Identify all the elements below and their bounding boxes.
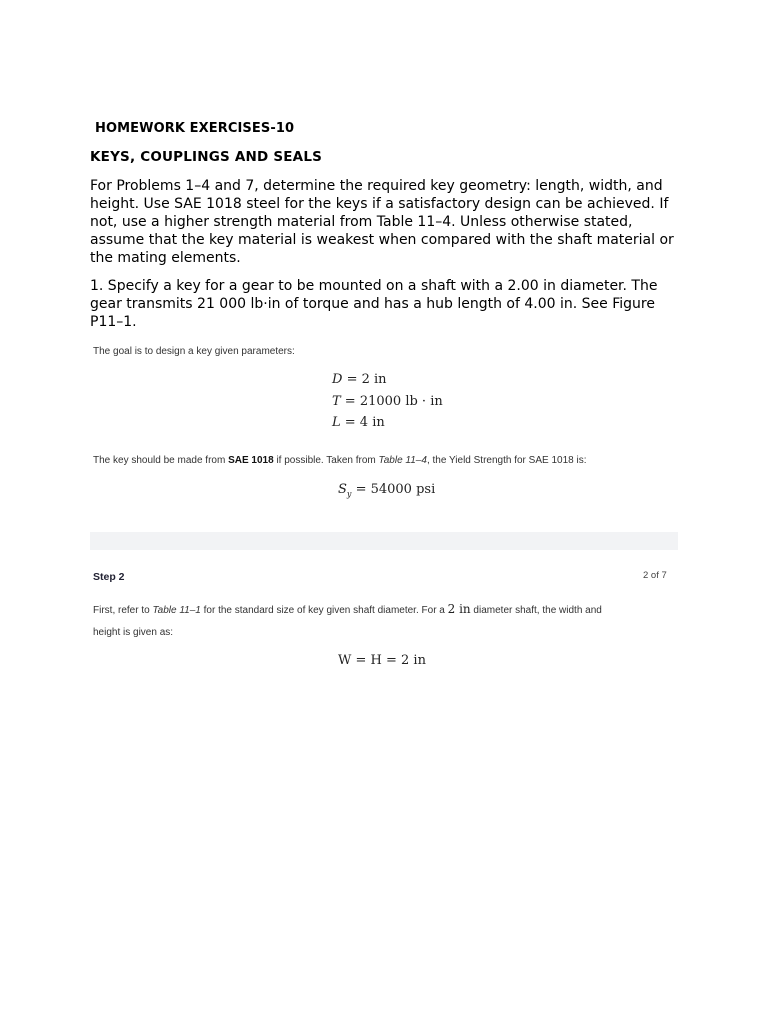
goal-text: The goal is to design a key given parameters: (93, 346, 295, 357)
table-ref-2: Table 11–1 (152, 605, 201, 616)
val-t: = 21000 lb · in (340, 394, 443, 409)
step-text-line2: height is given as: (93, 627, 174, 638)
intro-paragraph: For Problems 1–4 and 7, determine the required key geometry: length, width, and height. Use SAE 1018 steel for the keys if a satisfactory design can be achieved. If not, use a higher strength material from Table 11–4. Unless otherwise stated, assume that the key material is weakest when compared with the shaft material or the mating elements. (90, 178, 674, 266)
width-height-equation: W = H = 2 in (338, 653, 426, 668)
material-name: SAE 1018 (228, 455, 274, 466)
equation-d (332, 372, 387, 387)
step-label: Step 2 (93, 571, 125, 583)
val-l: = 4 in (340, 415, 385, 430)
table-ref: Table 11–4 (378, 455, 427, 466)
var-d: D (332, 372, 343, 387)
section-divider (90, 532, 678, 550)
key-material-text: The key should be made from SAE 1018 if possible. Taken from Table 11–4, the Yield Strength for SAE 1018 is: (93, 455, 587, 466)
step-text: First, refer to Table 11–1 for the standard size of key given shaft diameter. For a 2 in diameter shaft, the width and (93, 602, 602, 616)
page-indicator: 2 of 7 (643, 570, 667, 581)
val-d: = 2 in (342, 372, 387, 387)
var-l: L (332, 415, 341, 430)
document-title: HOMEWORK EXERCISES-10 (95, 121, 295, 136)
given-equations (0, 372, 768, 442)
yield-strength-equation: $S_y = 54000$ psi (338, 482, 436, 499)
problem-1-paragraph: 1. Specify a key for a gear to be mounted on a shaft with a 2.00 in diameter. The gear transmits 21 000 lb·in of torque and has a hub length of 4.00 in. See Figure P11–1. (90, 278, 658, 330)
var-t: T (332, 394, 341, 409)
equation-l (332, 415, 385, 430)
equation-t (332, 394, 443, 409)
document-subtitle: KEYS, COUPLINGS AND SEALS (90, 149, 323, 165)
